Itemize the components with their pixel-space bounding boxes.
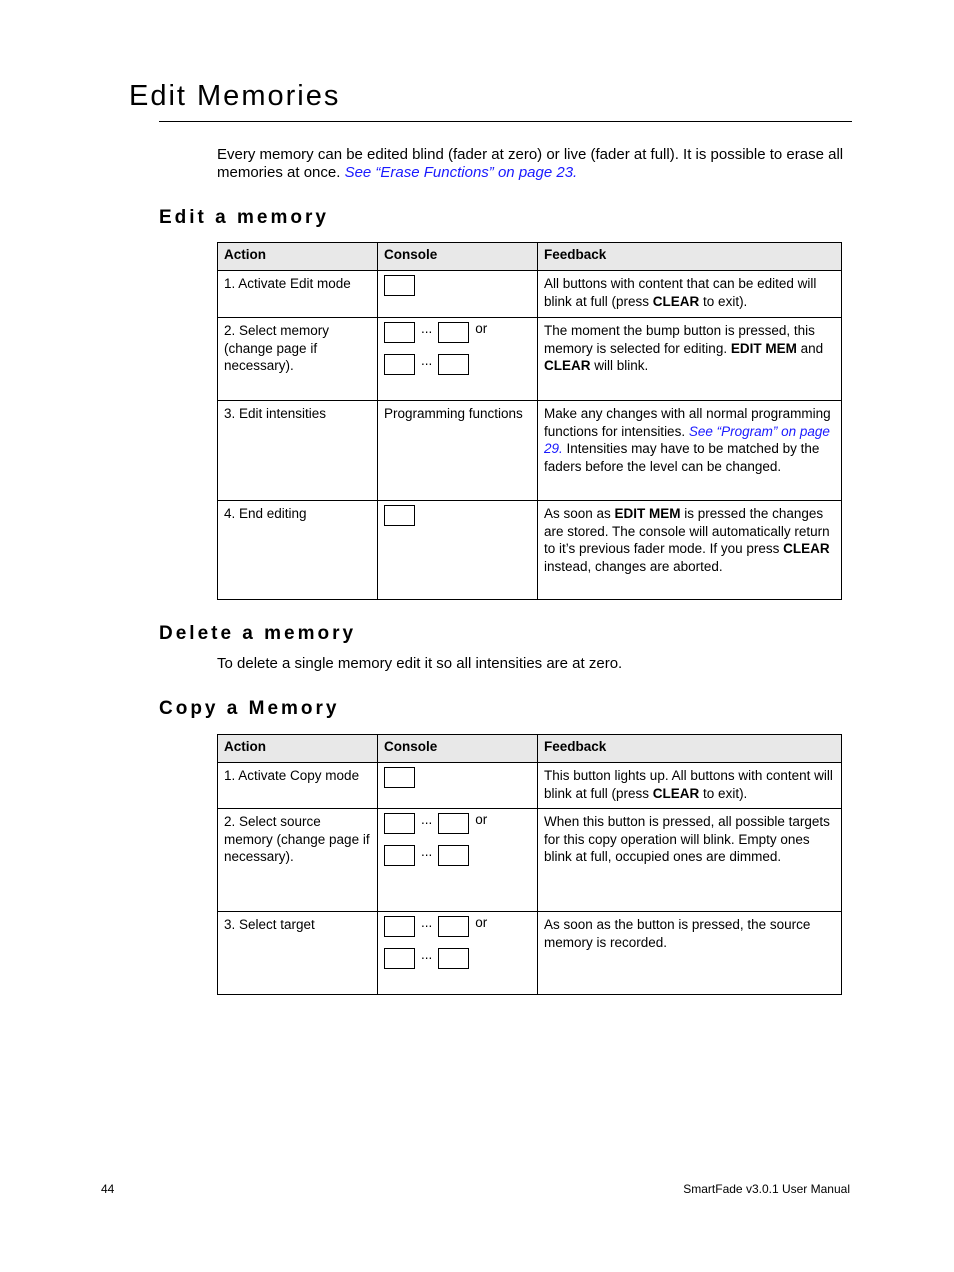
ellipsis: ...	[421, 915, 433, 930]
bump-button[interactable]	[384, 845, 415, 866]
page-button[interactable]	[438, 813, 469, 834]
intro-text: Every memory can be edited blind (fader at zero) or live (fader at full). It is possible to erase all memories at once.	[217, 146, 844, 181]
bump-button[interactable]	[384, 948, 415, 969]
ellipsis: ...	[421, 321, 433, 336]
delete-memory-heading: Delete a memory	[159, 623, 357, 644]
action-cell: 3. Edit intensities	[218, 401, 378, 501]
or-label: or	[475, 915, 488, 930]
table-row	[218, 809, 842, 912]
table-row	[218, 318, 842, 401]
title-rule	[159, 121, 852, 122]
table-header-row	[218, 243, 842, 271]
bump-button[interactable]	[438, 354, 469, 375]
copy-memory-heading: Copy a Memory	[159, 698, 340, 719]
intro-paragraph	[217, 146, 857, 182]
edit-memory-heading: Edit a memory	[159, 207, 329, 228]
feedback-cell: When this button is pressed, all possible targets for this copy operation will blink. Empty ones blink at full, occupied ones are dimmed.	[538, 809, 842, 912]
header-action: Action	[218, 735, 378, 763]
delete-memory-text: To delete a single memory edit it so all intensities are at zero.	[217, 655, 623, 672]
feedback-cell: Make any changes with all normal programming functions for intensities. See “Program” on page 29. Intensities may have to be matched by the faders before the level can be changed.	[538, 401, 842, 501]
bump-button[interactable]	[438, 845, 469, 866]
action-cell: 1. Activate Edit mode	[218, 271, 378, 318]
console-cell	[378, 912, 538, 995]
page-button[interactable]	[438, 916, 469, 937]
table-header-row	[218, 735, 842, 763]
feedback-cell: All buttons with content that can be edited will blink at full (press CLEAR to exit).	[538, 271, 842, 318]
program-link[interactable]: See “Program” on page 29.	[544, 423, 830, 457]
feedback-cell: As soon as EDIT MEM is pressed the changes are stored. The console will automatically return to it’s previous fader mode. If you press CLEAR instead, changes are aborted.	[538, 501, 842, 600]
table-row	[218, 912, 842, 995]
header-action: Action	[218, 243, 378, 271]
console-cell	[378, 501, 538, 600]
page-button[interactable]	[384, 916, 415, 937]
console-cell	[378, 271, 538, 318]
table-row	[218, 401, 842, 501]
console-cell	[378, 318, 538, 401]
page-title: Edit Memories	[129, 80, 341, 112]
erase-functions-link[interactable]: See “Erase Functions” on page 23.	[344, 164, 578, 181]
action-cell: 2. Select memory (change page if necessary).	[218, 318, 378, 401]
ellipsis: ...	[421, 353, 433, 368]
copy-button[interactable]	[384, 767, 415, 788]
or-label: or	[475, 812, 488, 827]
console-cell	[378, 763, 538, 809]
bump-button[interactable]	[384, 354, 415, 375]
page-button[interactable]	[384, 813, 415, 834]
ellipsis: ...	[421, 812, 433, 827]
page-button[interactable]	[384, 322, 415, 343]
bump-button[interactable]	[438, 948, 469, 969]
copy-memory-table	[217, 734, 842, 995]
action-cell: 4. End editing	[218, 501, 378, 600]
page-number: 44	[101, 1182, 115, 1196]
action-cell: 3. Select target	[218, 912, 378, 995]
edit-mem-button[interactable]	[384, 505, 415, 526]
table-row	[218, 271, 842, 318]
header-feedback: Feedback	[538, 735, 842, 763]
feedback-cell: The moment the bump button is pressed, this memory is selected for editing. EDIT MEM and CLEAR will blink.	[538, 318, 842, 401]
table-row	[218, 501, 842, 600]
header-feedback: Feedback	[538, 243, 842, 271]
action-cell: 1. Activate Copy mode	[218, 763, 378, 809]
console-cell: Programming functions	[378, 401, 538, 501]
header-console: Console	[378, 243, 538, 271]
action-cell: 2. Select source memory (change page if necessary).	[218, 809, 378, 912]
edit-button[interactable]	[384, 275, 415, 296]
feedback-cell: As soon as the button is pressed, the source memory is recorded.	[538, 912, 842, 995]
or-label: or	[475, 321, 488, 336]
header-console: Console	[378, 735, 538, 763]
ellipsis: ...	[421, 844, 433, 859]
manual-name: SmartFade v3.0.1 User Manual	[683, 1182, 850, 1196]
console-cell	[378, 809, 538, 912]
feedback-cell: This button lights up. All buttons with content will blink at full (press CLEAR to exit).	[538, 763, 842, 809]
table-row	[218, 763, 842, 809]
ellipsis: ...	[421, 947, 433, 962]
page-button[interactable]	[438, 322, 469, 343]
edit-memory-table	[217, 242, 842, 600]
